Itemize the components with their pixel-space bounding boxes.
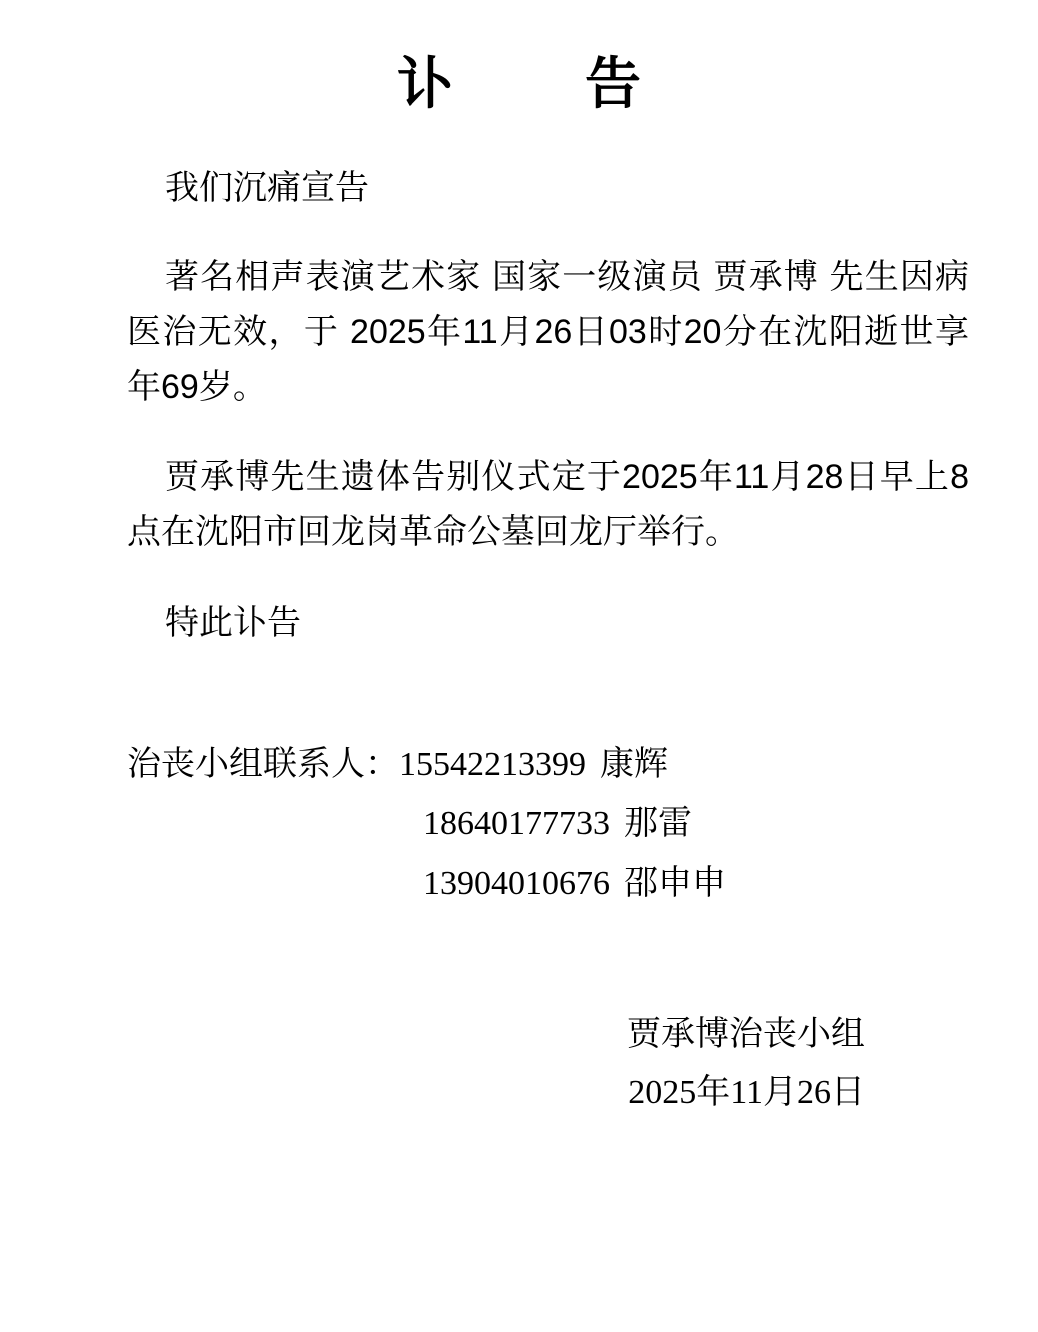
paragraph-ceremony-notice: 贾承博先生遗体告别仪式定于2025年11月28日早上8点在沈阳市回龙岗革命公墓回龙厅举行。 xyxy=(127,457,969,551)
obituary-page xyxy=(0,50,1038,1332)
contact-name: 邵申申 xyxy=(624,863,726,902)
signature-date: 2025年11月26日 xyxy=(628,1073,865,1111)
contact-phone: 18640177733 xyxy=(423,805,610,843)
signature-block xyxy=(127,1005,969,1122)
contact-phone: 13904010676 xyxy=(423,864,610,902)
spacer xyxy=(127,216,969,250)
spacer xyxy=(127,416,969,450)
contact-list xyxy=(127,735,969,913)
contact-list-label: 治丧小组联系人： xyxy=(127,744,399,783)
contact-row xyxy=(127,735,969,794)
contact-row xyxy=(127,854,969,913)
spacer xyxy=(127,560,969,596)
page-title: 讣 告 xyxy=(397,52,679,115)
spacer xyxy=(127,651,969,735)
contact-name: 那雷 xyxy=(624,804,692,843)
contact-row xyxy=(127,794,969,853)
signature-organization: 贾承博治丧小组 xyxy=(627,1015,865,1054)
closing-line: 特此讣告 xyxy=(165,603,301,642)
paragraph-death-notice: 著名相声表演艺术家 国家一级演员 贾承博 先生因病医治无效，于 2025年11月26日03时20分在沈阳逝世享年69岁。 xyxy=(127,258,969,407)
announcement-line: 我们沉痛宣告 xyxy=(165,169,369,208)
spacer xyxy=(127,913,969,1005)
document-body xyxy=(69,117,969,1122)
contact-phone: 15542213399 xyxy=(399,745,586,783)
contact-name: 康辉 xyxy=(600,744,668,783)
spacer xyxy=(127,117,969,161)
